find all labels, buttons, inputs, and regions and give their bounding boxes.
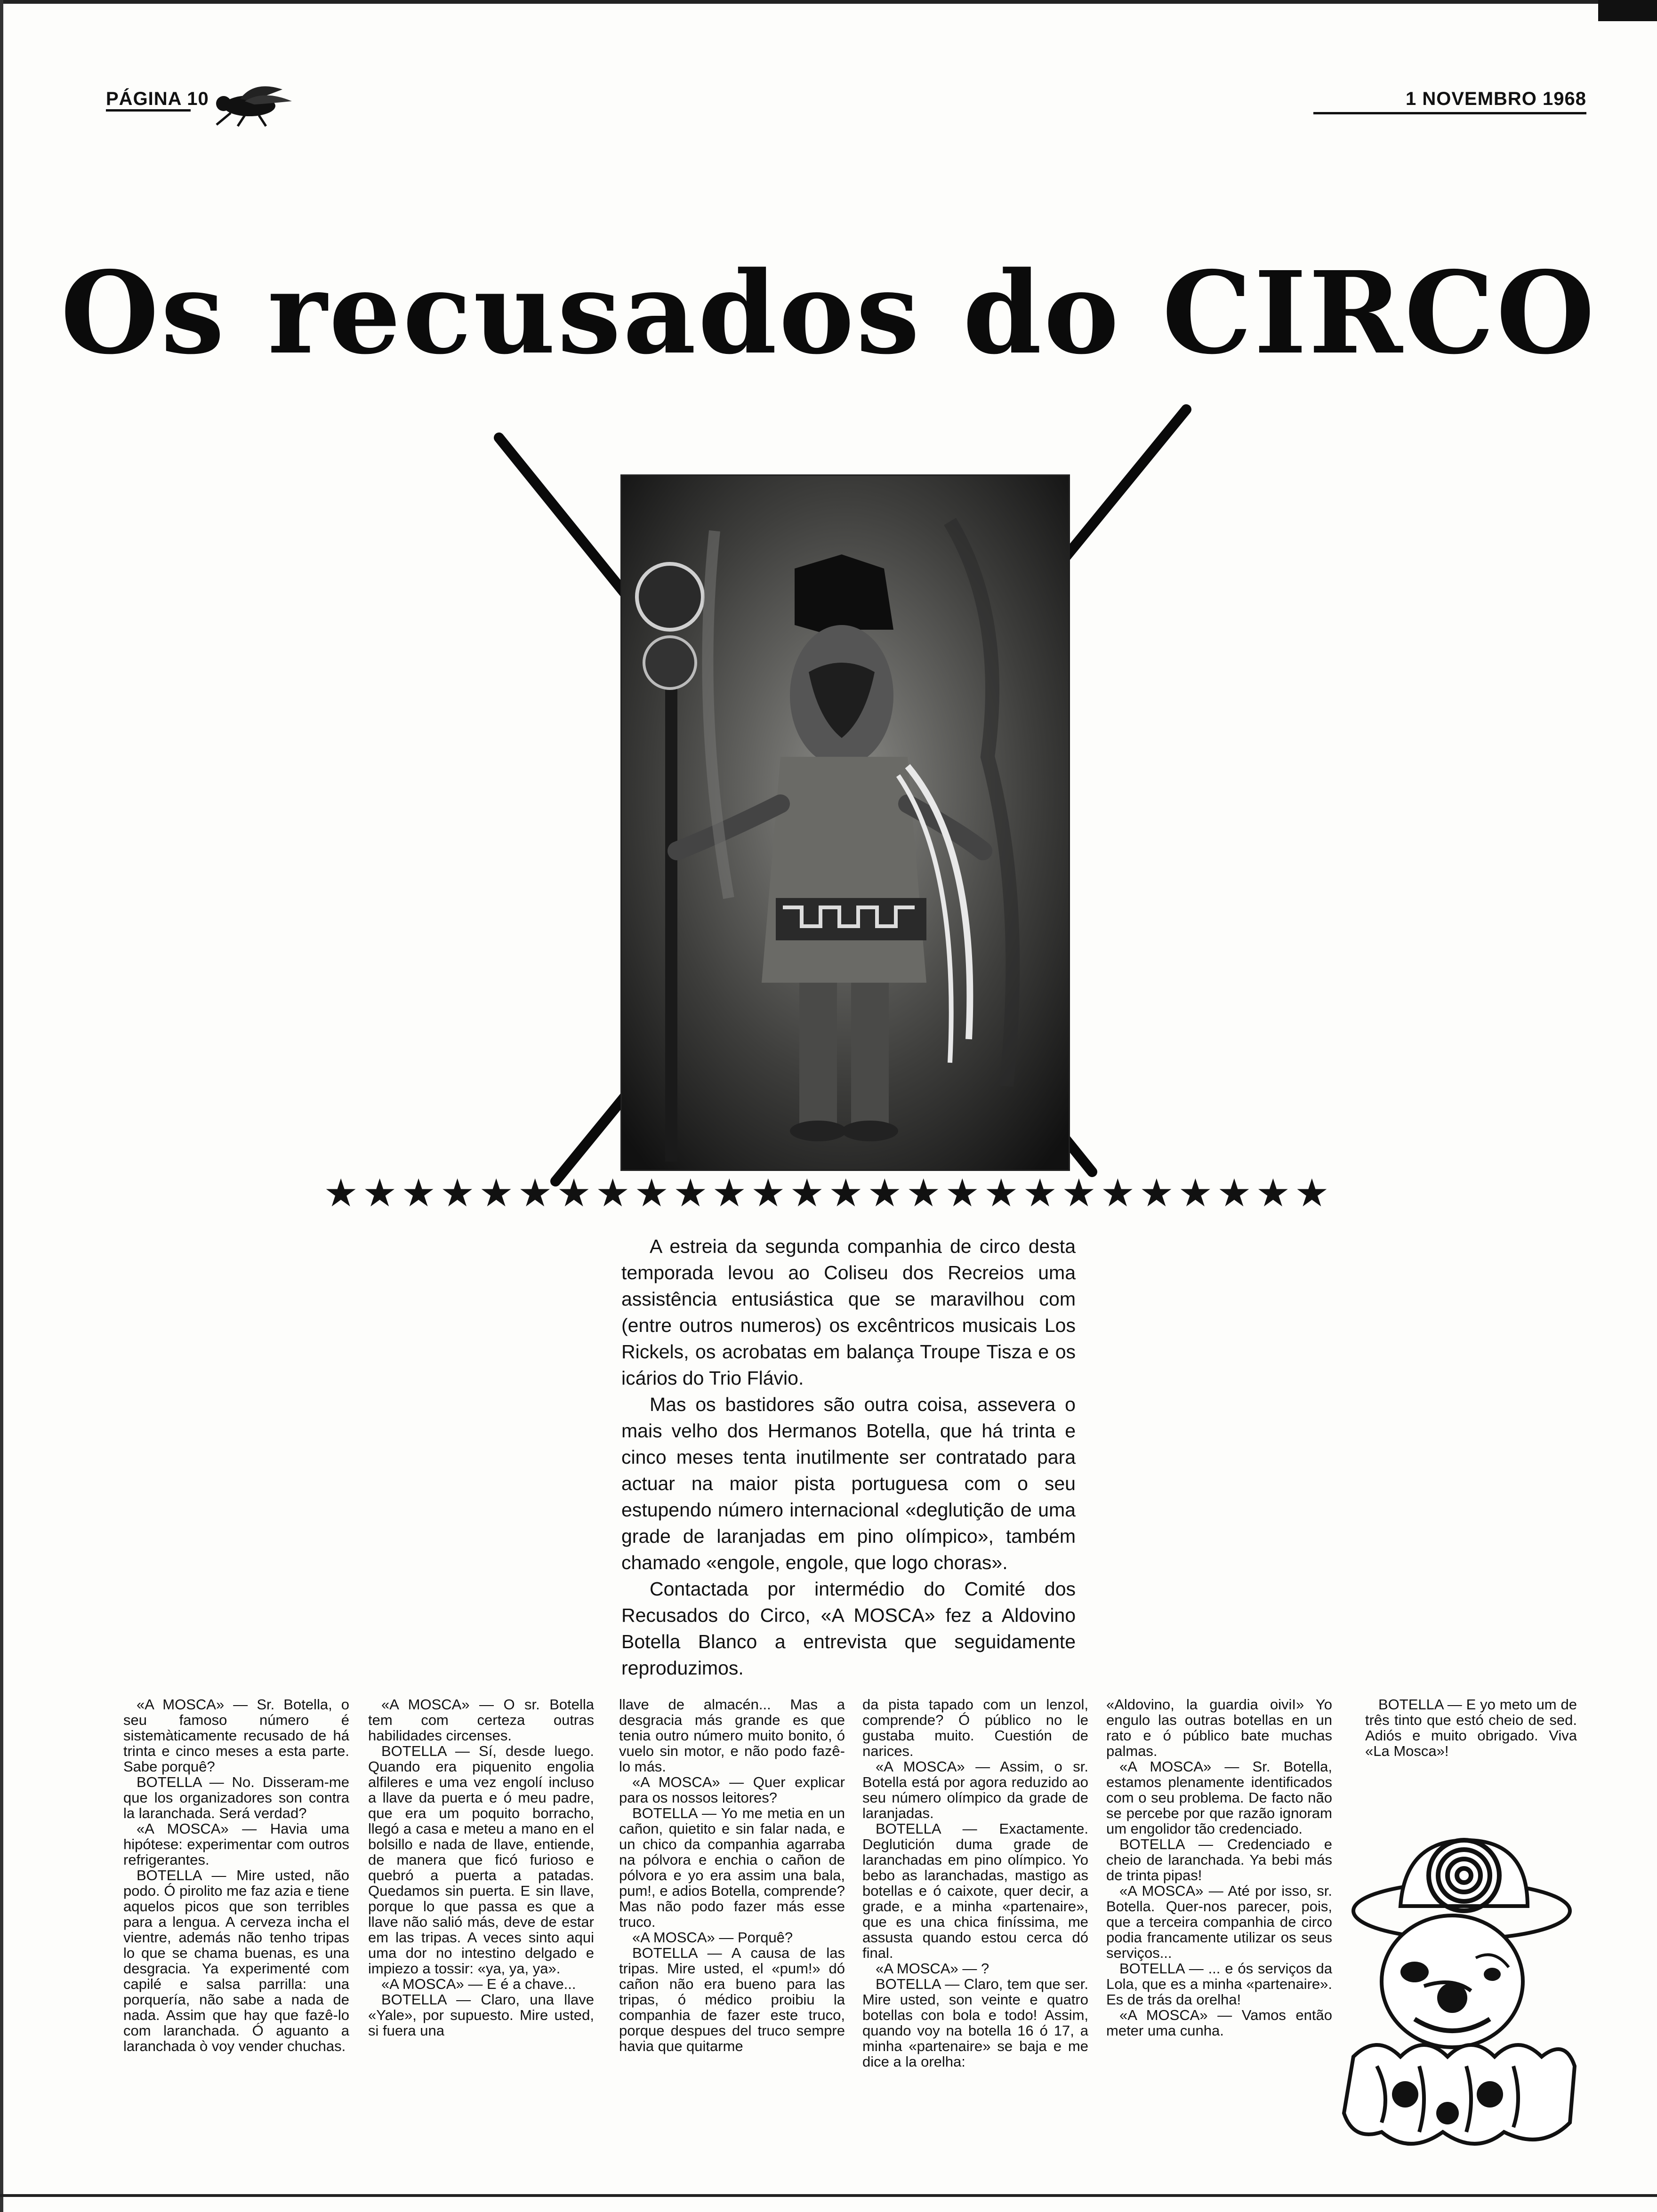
interview-paragraph: «A MOSCA» — Quer explicar para os nossos leitores? <box>619 1774 845 1806</box>
intro-paragraph: Contactada por intermédio do Comité dos Recusados do Circo, «A MOSCA» fez a Aldovino Botella Blanco a entrevista que seguidamente reproduzimos. <box>621 1578 1076 1679</box>
interview-paragraph: BOTELLA — A causa de las tripas. Mire usted, el «pum!» dó cañon não era bueno para las tripas, ó médico proibiu la companhia de fazer este truco, porque despues del truco sempre havia que quitarme <box>619 1945 845 2054</box>
interview-paragraph: BOTELLA — ... e ós serviços da Lola, que es a minha «partenaire». Es de trás da orelha! <box>1106 1960 1332 2008</box>
interview-column-1 <box>123 1697 349 2054</box>
page-edge-top <box>0 0 1657 4</box>
article-title: Os recusados do CIRCO <box>60 247 1597 379</box>
interview-paragraph: BOTELLA — Claro, tem que ser. Mire usted, son veinte e quatro botellas con bola e todo! Assim, quando voy na botella 16 ó 17, a minha «partenaire» se baja e me dice a la orelha: <box>862 1976 1088 2070</box>
article-intro <box>621 1233 1076 1681</box>
interview-paragraph: BOTELLA — Yo me metia en un cañon, quietito e sin falar nada, e un chico da companhia agarraba na pólvora e enchia o cañon de pólvora e yo era assim una bala, pum!, e adios Botella, comprende? Mas não podo fazer más esse truco. <box>619 1805 845 1930</box>
issue-date: 1 NOVEMBRO 1968 <box>1405 88 1586 109</box>
interview-paragraph: «A MOSCA» — Vamos então meter uma cunha. <box>1106 2007 1332 2039</box>
interview-paragraph: «A MOSCA» — Assim, o sr. Botella está por agora reduzido ao seu número olímpico da grade de laranjadas. <box>862 1758 1088 1821</box>
interview-paragraph: llave de almacén... Mas a desgracia más grande es que tenia outro número muito bonito, ó vuelo sin motor, e não podo fazê-lo más. <box>619 1696 845 1775</box>
interview-paragraph: BOTELLA — Sí, desde luego. Quando era piquenito engolia alfileres e uma vez engolí incluso a llave da puerta e ó meu padre, que era um poquito borracho, llegó a casa e meteu a mano en el bolsillo e nada de llave, entiende, de manera que ficó furioso e quebró a puerta a patadas. Quedamos sin puerta. E sin llave, porque lo que passa es que a llave não salió más, deve de estar em las tripas. A veces sinto aqui uma dor no intestino delgado e impiezo a tossir: «ya, ya, ya». <box>368 1743 594 1977</box>
interview-column-6 <box>1365 1697 1577 1759</box>
interview-paragraph: da pista tapado com un lenzol, comprende? Ó público no le gustaba muito. Cuestión de narices. <box>862 1696 1088 1759</box>
clown-illustration <box>1335 1831 1579 2160</box>
interview-column-4 <box>862 1697 1088 2069</box>
interview-paragraph: BOTELLA — Mire usted, não podo. Ó pirolito me faz azia e tiene aquelos picos que son terribles para a lengua. A cerveza incha el vientre, además não tenho tripas lo que se chama buenas, es una desgracia. Ya experimenté com capilé e salsa parrilla: una porquería, não sabe a nada de nada. Assim que hay que fazê-lo com laranchada. Ó aguanto a laranchada ò voy vender chuchas. <box>123 1867 349 2054</box>
interview-column-3 <box>619 1697 845 2054</box>
interview-paragraph: «A MOSCA» — ? <box>876 1960 989 1977</box>
interview-paragraph: «A MOSCA» — Até por isso, sr. Botella. Quer-nos parecer, pois, que a terceira companhia de circo podia francamente utilizar os seus serviços... <box>1106 1883 1332 1961</box>
interview-paragraph: BOTELLA — No. Disseram-me que los organizadores son contra la laranchada. Será verdad? <box>123 1774 349 1821</box>
intro-paragraph: Mas os bastidores são outra coisa, assevera o mais velho dos Hermanos Botella, que há trinta e cinco meses tenta inutilmente ser contratado para actuar na maior pista portuguesa com o seu estupendo número internacional «deglutição de uma grade de laranjadas em pino olímpico», também chamado «engole, engole, que logo choras». <box>621 1394 1076 1573</box>
header-rule-right <box>1313 112 1586 114</box>
clown-photograph <box>620 474 1070 1171</box>
interview-paragraph: «A MOSCA» — Porquê? <box>632 1929 793 1946</box>
stars-divider: ★★★★★★★★★★★★★★★★★★★★★★★★★★ <box>323 1171 1334 1216</box>
interview-paragraph: BOTELLA — Credenciado e cheio de laranchada. Ya bebi más de trinta pipas! <box>1106 1836 1332 1883</box>
interview-paragraph: BOTELLA — Claro, una llave «Yale», por supuesto. Mire usted, si fuera una <box>368 1991 594 2039</box>
intro-paragraph: A estreia da segunda companhia de circo desta temporada levou ao Coliseu dos Recreios uma assistência entusiástica que se maravilhou com (entre outros numeros) os excêntricos musicais Los Rickels, os acrobatas em balança Troupe Tisza e os icários do Trio Flávio. <box>621 1235 1076 1389</box>
interview-paragraph: «A MOSCA» — Sr. Botella, o seu famoso número é sistemàticamente recusado de há trinta e cinco meses a esta parte. Sabe porquê? <box>123 1696 349 1775</box>
interview-paragraph: BOTELLA — Exactamente. Deglutición duma grade de laranchadas em pino olímpico. Yo bebo as laranchadas, mastigo as botellas e ó caixote, quer decir, a grade, e a minha «partenaire», que es una chica finíssima, me assusta quando estou cerca dó final. <box>862 1820 1088 1961</box>
page-corner-mark <box>1598 0 1657 21</box>
page-number: PÁGINA 10 <box>106 88 209 109</box>
interview-paragraph: «A MOSCA» — O sr. Botella tem com certeza outras habilidades circenses. <box>368 1696 594 1744</box>
interview-column-5 <box>1106 1697 1332 2038</box>
interview-paragraph: «A MOSCA» — Sr. Botella, estamos plenamente identificados com o seu problema. De facto não se percebe por que razão ignoram um engolidor tão credenciado. <box>1106 1758 1332 1837</box>
interview-column-2 <box>368 1697 594 2038</box>
interview-paragraph: BOTELLA — E yo meto um de três tinto que estó cheio de sed. Adiós e muito obrigado. Viva «La Mosca»! <box>1365 1696 1577 1759</box>
fly-logo-icon <box>202 80 297 127</box>
interview-paragraph: «A MOSCA» — E é a chave... <box>381 1976 576 1992</box>
header-rule-left <box>106 109 191 112</box>
interview-paragraph: «Aldovino, la guardia oiviI» Yo engulo las outras botellas en un rato e ó público bate muchas palmas. <box>1106 1696 1332 1759</box>
page-edge-bottom <box>0 2194 1657 2197</box>
interview-paragraph: «A MOSCA» — Havia uma hipótese: experimentar com outros refrigerantes. <box>123 1820 349 1868</box>
